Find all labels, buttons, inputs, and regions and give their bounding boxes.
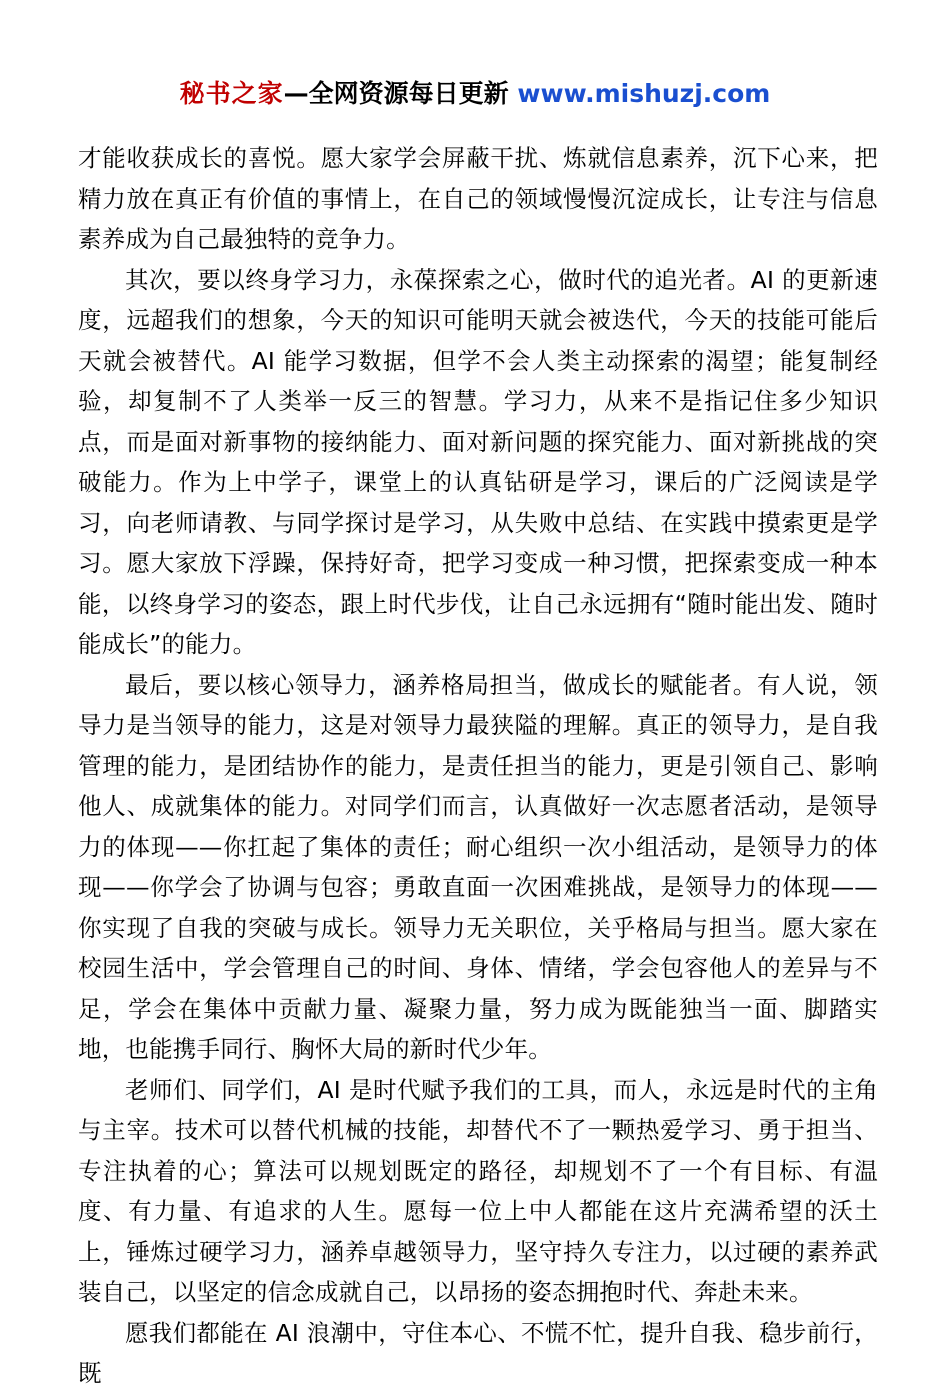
paragraph: 最后，要以核心领导力，涵养格局担当，做成长的赋能者。有人说，领导力是当领导的能力，这是对领导力最狭隘的理解。真正的领导力，是自我管理的能力，是团结协作的能力，是责任担当的能力，更是引领自己、影响他人、成就集体的能力。对同学们而言，认真做好一次志愿者活动，是领导力的体现——你扛起了集体的责任；耐心组织一次小组活动，是领导力的体现——你学会了协调与包容；勇敢直面一次困难挑战，是领导力的体现——你实现了自我的突破与成长。领导力无关职位，关乎格局与担当。愿大家在校园生活中，学会管理自己的时间、身体、情绪，学会包容他人的差异与不足，学会在集体中贡献力量、凝聚力量，努力成为既能独当一面、脚踏实地，也能携手同行、胸怀大局的新时代少年。 bbox=[78, 670, 878, 1063]
site-brand-name: 秘书之家 bbox=[179, 79, 284, 108]
paragraph: 才能收获成长的喜悦。愿大家学会屏蔽干扰、炼就信息素养，沉下心来，把精力放在真正有价值的事情上，在自己的领域慢慢沉淀成长，让专注与信息素养成为自己最独特的竞争力。 bbox=[78, 144, 878, 253]
paragraph: 其次，要以终身学习力，永葆探索之心，做时代的追光者。AI 的更新速度，远超我们的想象，今天的知识可能明天就会被迭代，今天的技能可能后天就会被替代。AI 能学习数据，但学不会人类主动探索的渴望；能复制经验，却复制不了人类举一反三的智慧。学习力，从来不是指记住多少知识点，而是面对新事物的接纳能力、面对新问题的探究能力、面对新挑战的突破能力。作为上中学子，课堂上的认真钻研是学习，课后的广泛阅读是学习，向老师请教、与同学探讨是学习，从失败中总结、在实践中摸索更是学习。愿大家放下浮躁，保持好奇，把学习变成一种习惯，把探索变成一种本能，以终身学习的姿态，跟上时代步伐，让自己永远拥有“随时能出发、随时能成长”的能力。 bbox=[78, 265, 878, 658]
paragraph: 愿我们都能在 AI 浪潮中，守住本心、不慌不忙，提升自我、稳步前行，既 bbox=[78, 1318, 878, 1387]
site-watermark-header bbox=[0, 78, 950, 110]
paragraph: 老师们、同学们，AI 是时代赋予我们的工具，而人，永远是时代的主角与主宰。技术可以替代机械的技能，却替代不了一颗热爱学习、勇于担当、专注执着的心；算法可以规划既定的路径，却规划不了一个有目标、有温度、有力量、有追求的人生。愿每一位上中人都能在这片充满希望的沃土上，锤炼过硬学习力，涵养卓越领导力，坚守持久专注力，以过硬的素养武装自己，以坚定的信念成就自己，以昂扬的姿态拥抱时代、奔赴未来。 bbox=[78, 1075, 878, 1306]
site-url-link[interactable]: www.mishuzj.com bbox=[517, 79, 771, 108]
site-tagline: —全网资源每日更新 bbox=[283, 79, 518, 108]
document-body bbox=[78, 138, 878, 1394]
